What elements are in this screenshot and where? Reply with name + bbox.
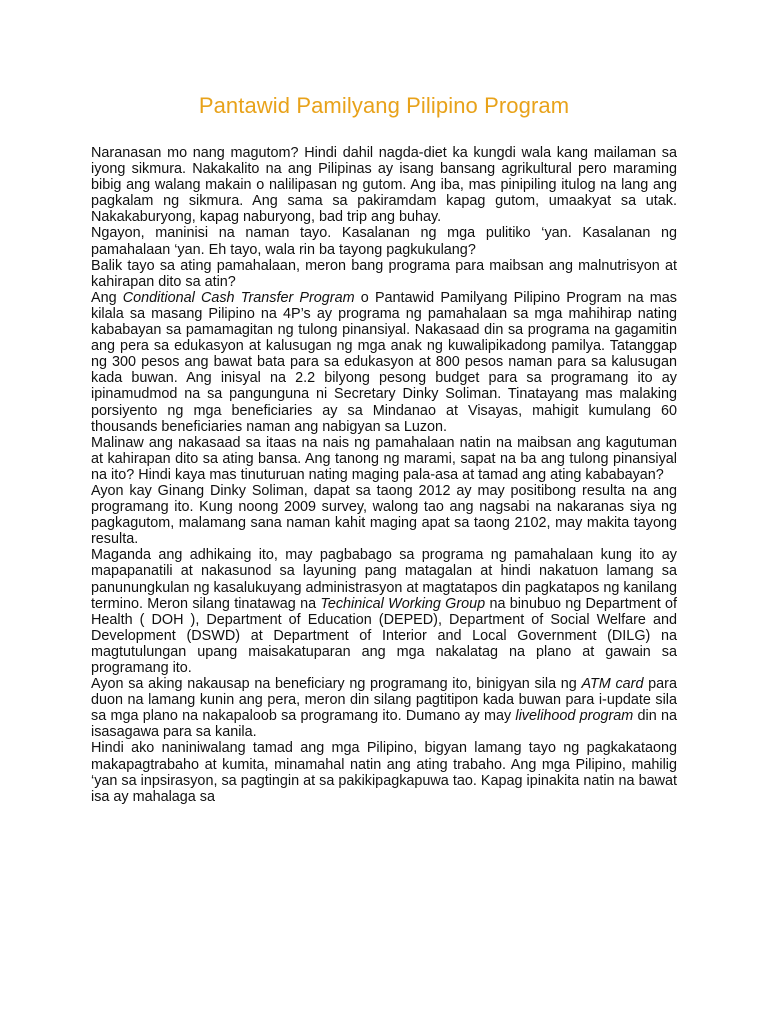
italic-phrase: Conditional Cash Transfer Program (122, 289, 355, 306)
text-run: Naranasan mo nang magutom? Hindi dahil nagda-diet ka kungdi wala kang mailaman sa iyong sikmura. Nakakalito na ang Pilipinas ay isang bansang agrikultural pero maraming bibig ang walang makain o nalilipasan ng gutom. Ang iba, mas pinipiling itulog na lang ang pagkalam ng sikmura. Ang sama sa pakiramdam kapag gutom, umaakyat sa utak. Nakakaburyong, kapag naburyong, bad trip ang buhay. (91, 145, 677, 226)
body-paragraph (91, 258, 677, 290)
body-paragraph (91, 145, 677, 225)
text-run: Ngayon, maninisi na naman tayo. Kasalanan ng mga pulitiko ‘yan. Kasalanan ng pamahalaan ‘yan. Eh tayo, wala rin ba tayong pagkukulang? (91, 225, 677, 258)
body-paragraph (91, 676, 677, 740)
italic-phrase: Techinical Working Group (320, 595, 486, 612)
text-run: din na isasagawa para sa kanila. (91, 708, 677, 741)
text-run: Maganda ang adhikaing ito, may pagbabago sa programa ng pamahalaan kung ito ay mapapanatili at nakasunod sa layuning pang matagalan at hindi nakatuon lamang sa panunungkulan ng kasalukuyang administrasyon at magtatapos din pagkatapos ng kanilang termino. Meron silang tinatawag na (91, 547, 677, 612)
text-run: Malinaw ang nakasaad sa itaas na nais ng pamahalaan natin na maibsan ang kagutuman at kahirapan dito sa ating bansa. Ang tanong ng marami, sapat na ba ang tulong pinansiyal na ito? Hindi kaya mas tinuturuan nating maging pala-asa at tamad ang ating kababayan? (91, 434, 677, 483)
italic-phrase: livelihood program (515, 708, 634, 725)
body-paragraph (91, 435, 677, 483)
body-paragraph (91, 547, 677, 676)
text-run: Ang (91, 289, 123, 306)
text-run: Balik tayo sa ating pamahalaan, meron bang programa para maibsan ang malnutrisyon at kahirapan dito sa atin? (91, 257, 677, 290)
body-paragraph (91, 483, 677, 547)
text-run: Ayon kay Ginang Dinky Soliman, dapat sa taong 2012 ay may positibong resulta na ang programang ito. Kung noong 2009 survey, walong tao ang nagsabi na nakaranas siya ng pagkagutom, malamang sana naman kahit maging apat sa taong 2102, may makita tayong resulta. (91, 482, 677, 548)
text-run: para duon na lamang kunin ang pera, meron din silang pagtitipon kada buwan para i-update sila sa mga plano na nakapaloob sa programang ito. Dumano ay may (91, 676, 677, 725)
document-title: Pantawid Pamilyang Pilipino Program (198, 93, 570, 118)
document-body (91, 145, 677, 805)
body-paragraph (91, 740, 677, 804)
text-run: Hindi ako naniniwalang tamad ang mga Pilipino, bigyan lamang tayo ng pagkakataong makapagtrabaho at kumita, minamahal natin ang ating trabaho. Ang mga Pilipino, mahilig ‘yan sa inpsirasyon, sa pagtingin at sa pakikipagkapuwa tao. Kapag ipinakita natin na bawat isa ay mahalaga sa (91, 740, 677, 805)
italic-phrase: ATM card (581, 676, 644, 693)
text-run: o Pantawid Pamilyang Pilipino Program na mas kilala sa masang Pilipino na 4P’s ay programa ng pamahalaan sa mga mahihirap nating kababayan sa pamamagitan ng tulong pinansiyal. Nakasaad din sa programa na gagamitin ang pera sa edukasyon at kalusugan ng mga anak ng kuwalipikadong pamilya. Tatanggap ng 300 pesos ang bawat bata para sa edukasyon at 800 pesos naman para sa kalusugan kada buwan. Ang inisyal na 2.2 bilyong pesong budget para sa programang ito ay ipinamudmod na sa pangunguna ni Secretary Dinky Soliman. Tinatayang mas malaking porsiyento ng mga beneficiaries ay sa Mindanao at Visayas, mahigit kumulang 60 thousands beneficiaries naman ang nabigyan sa Luzon. (91, 289, 677, 435)
body-paragraph (91, 225, 677, 257)
body-paragraph (91, 290, 677, 435)
text-run: Ayon sa aking nakausap na beneficiary ng programang ito, binigyan sila ng (91, 676, 582, 693)
text-run: na binubuo ng Department of Health ( DOH ), Department of Education (DEPED), Department of Social Welfare and Development (DSWD) at Department of Interior and Local Government (DILG) na magtutulungan upang maisakatuparan ang mga nakalatag na plano at gawain sa programang ito. (91, 595, 677, 676)
